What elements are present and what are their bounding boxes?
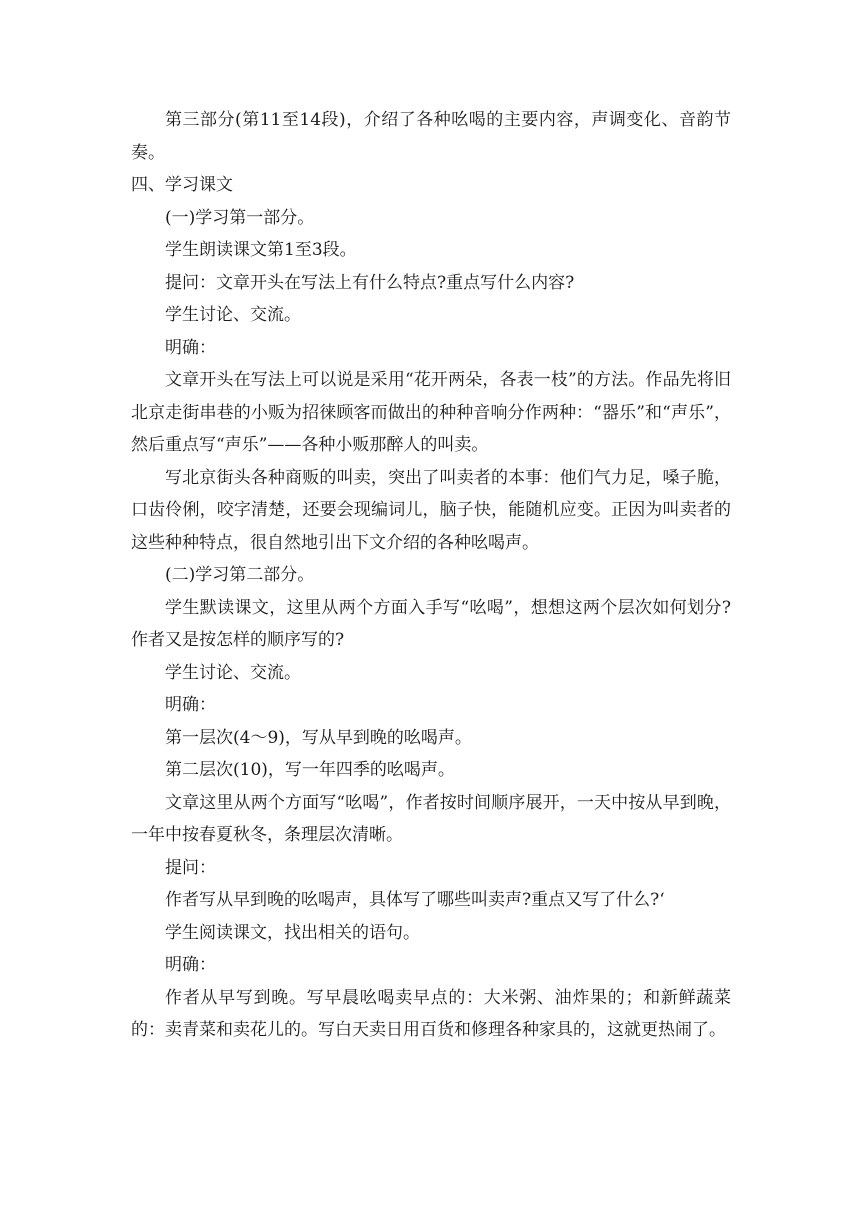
- subsection-heading: (二)学习第二部分。: [165, 565, 315, 585]
- subsection-heading: (一)学习第一部分。: [165, 207, 315, 228]
- paragraph: 学生讨论、交流。: [165, 662, 301, 683]
- paragraph: 学生朗读课文第1至3段。: [165, 240, 357, 260]
- paragraph: 作者从早写到晚。写早晨吆喝卖早点的：大米粥、油炸果的；和新鲜蔬菜的：卖青菜和卖花儿的。写白天卖日用百货和修理各种家具的，这就更热闹了。: [131, 987, 731, 1040]
- document-body: [131, 104, 731, 1047]
- paragraph: 学生默读课文，这里从两个方面入手写“吆喝”，想想这两个层次如何划分?作者又是按怎样的顺序写的?: [131, 597, 731, 650]
- clarification-label: 明确：: [165, 955, 216, 975]
- paragraph: 文章这里从两个方面写“吆喝”，作者按时间顺序展开，一天中按从早到晚，一年中按春夏秋冬，条理层次清晰。: [131, 792, 731, 845]
- paragraph: 第二层次(10)，写一年四季的吆喝声。: [165, 760, 455, 780]
- paragraph: 学生阅读课文，找出相关的语句。: [165, 922, 420, 943]
- question-label: 提问：: [165, 857, 216, 878]
- paragraph: 作者写从早到晚的吆喝声，具体写了哪些叫卖声?重点又写了什么?‘: [165, 890, 665, 910]
- paragraph: 第三部分(第11至14段)，介绍了各种吆喝的主要内容，声调变化、音韵节奏。: [131, 110, 731, 163]
- section-heading: 四、学习课文: [131, 175, 233, 195]
- clarification-label: 明确：: [165, 695, 216, 715]
- question-paragraph: 提问：文章开头在写法上有什么特点?重点写什么内容?: [165, 272, 575, 293]
- paragraph: 第一层次(4～9)，写从早到晚的吆喝声。: [165, 727, 472, 748]
- paragraph: 学生讨论、交流。: [165, 305, 301, 325]
- paragraph: 文章开头在写法上可以说是采用“花开两朵，各表一枝”的方法。作品先将旧北京走街串巷的小贩为招徕顾客而做出的种种音响分作两种：“器乐”和“声乐”，然后重点写“声乐”——各种小贩那醉人的叫卖。: [131, 370, 731, 455]
- clarification-label: 明确：: [165, 337, 216, 358]
- paragraph: 写北京街头各种商贩的叫卖，突出了叫卖者的本事：他们气力足，嗓子脆，口齿伶俐，咬字清楚，还要会现编词儿，脑子快，能随机应变。正因为叫卖者的这些种种特点，很自然地引出下文介绍的各种吆喝声。: [131, 467, 731, 553]
